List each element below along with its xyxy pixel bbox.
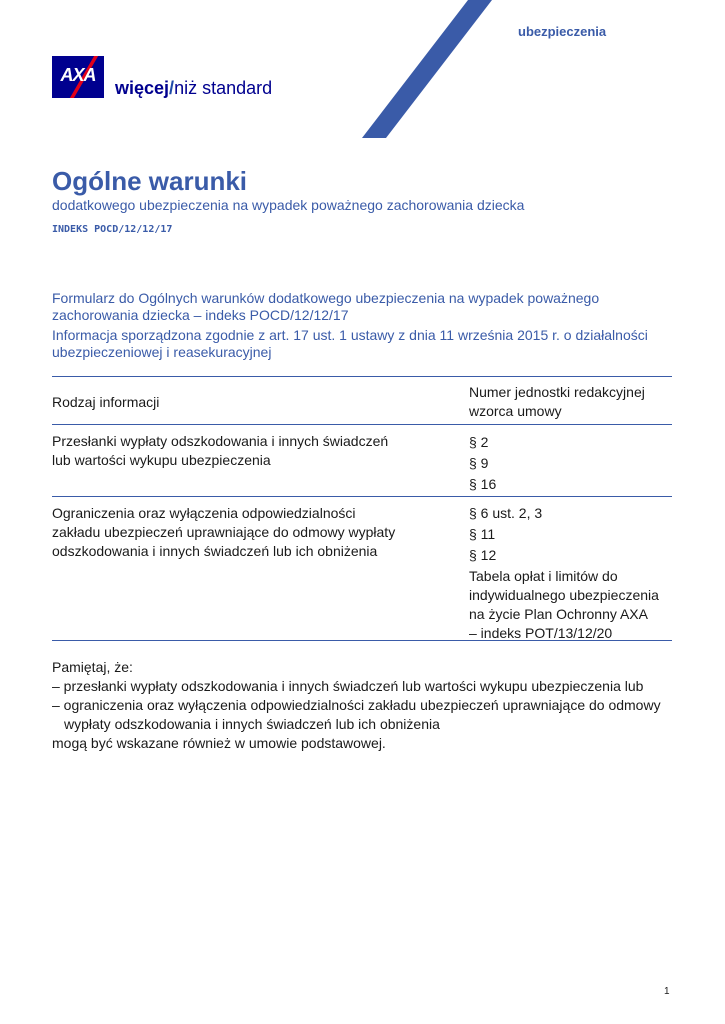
table-rule (52, 496, 672, 497)
cell-line: § 11 (469, 526, 496, 542)
category-label: ubezpieczenia (518, 24, 607, 39)
table-header-unit (469, 383, 645, 421)
intro-paragraph: Informacja sporządzona zgodnie z art. 17 ust. 1 ustawy z dnia 11 września 2015 r. o działalności ubezpieczeniowej i reasekuracyjnej (52, 327, 648, 360)
cell-line: odszkodowania i innych świadczeń lub ich obniżenia (52, 543, 378, 559)
reminder-line: – przesłanki wypłaty odszkodowania i innych świadczeń lub wartości wykupu ubezpieczenia lub (52, 678, 644, 694)
header-text: wzorca umowy (469, 403, 562, 419)
cell-line: Ograniczenia oraz wyłączenia odpowiedzialności (52, 505, 356, 521)
intro-paragraph: Formularz do Ogólnych warunków dodatkowego ubezpieczenia na wypadek poważnego zachorowania dziecka – indeks POCD/12/12/17 (52, 290, 600, 323)
intro-section (52, 290, 677, 364)
page-number: 1 (664, 986, 670, 997)
page-title: Ogólne warunki (52, 166, 248, 196)
cell-line: § 9 (469, 455, 489, 471)
cell-line: – indeks POT/13/12/20 (469, 625, 613, 641)
tagline (115, 78, 272, 99)
reminder-line: Pamiętaj, że: (52, 659, 133, 675)
cell-line: Przesłanki wypłaty odszkodowania i innych świadczeń (52, 433, 389, 449)
cell-line: § 6 ust. 2, 3 (469, 505, 543, 521)
cell-line: lub wartości wykupu ubezpieczenia (52, 452, 271, 468)
cell-line: § 16 (469, 476, 497, 492)
logo-text: AXA (60, 65, 96, 85)
reminder-line: mogą być wskazane również w umowie podstawowej. (52, 735, 386, 751)
table-header-type (52, 393, 159, 412)
page-subtitle: dodatkowego ubezpieczenia na wypadek poważnego zachorowania dziecka (52, 197, 525, 213)
cell-line: § 2 (469, 434, 489, 450)
document-index: INDEKS POCD/12/12/17 (52, 224, 173, 235)
cell-line: § 12 (469, 547, 497, 563)
table-row-2-info (52, 504, 395, 561)
cell-line: Tabela opłat i limitów do (469, 568, 618, 584)
header-text: Numer jednostki redakcyjnej (469, 384, 645, 400)
cell-line: indywidualnego ubezpieczenia (469, 587, 659, 603)
tagline-separator: / (169, 78, 175, 98)
header-text: Rodzaj informacji (52, 394, 160, 410)
table-row-2-units (469, 504, 659, 643)
reminder-line: wypłaty odszkodowania i innych świadczeń lub ich obniżenia (64, 716, 440, 732)
table-top-rule (52, 376, 672, 377)
axa-logo (52, 56, 104, 98)
table-row-1-info (52, 432, 388, 470)
tagline-rest: niż standard (174, 78, 273, 98)
cell-line: zakładu ubezpieczeń uprawniające do odmowy wypłaty (52, 524, 396, 540)
reminder-section (52, 658, 692, 753)
reminder-line: – ograniczenia oraz wyłączenia odpowiedzialności zakładu ubezpieczeń uprawniające do odmowy (52, 697, 661, 713)
table-rule (52, 424, 672, 425)
decorative-stripe (0, 0, 725, 140)
table-row-1-units (469, 432, 496, 495)
tagline-strong: więcej (115, 78, 170, 98)
cell-line: na życie Plan Ochronny AXA (469, 606, 648, 622)
